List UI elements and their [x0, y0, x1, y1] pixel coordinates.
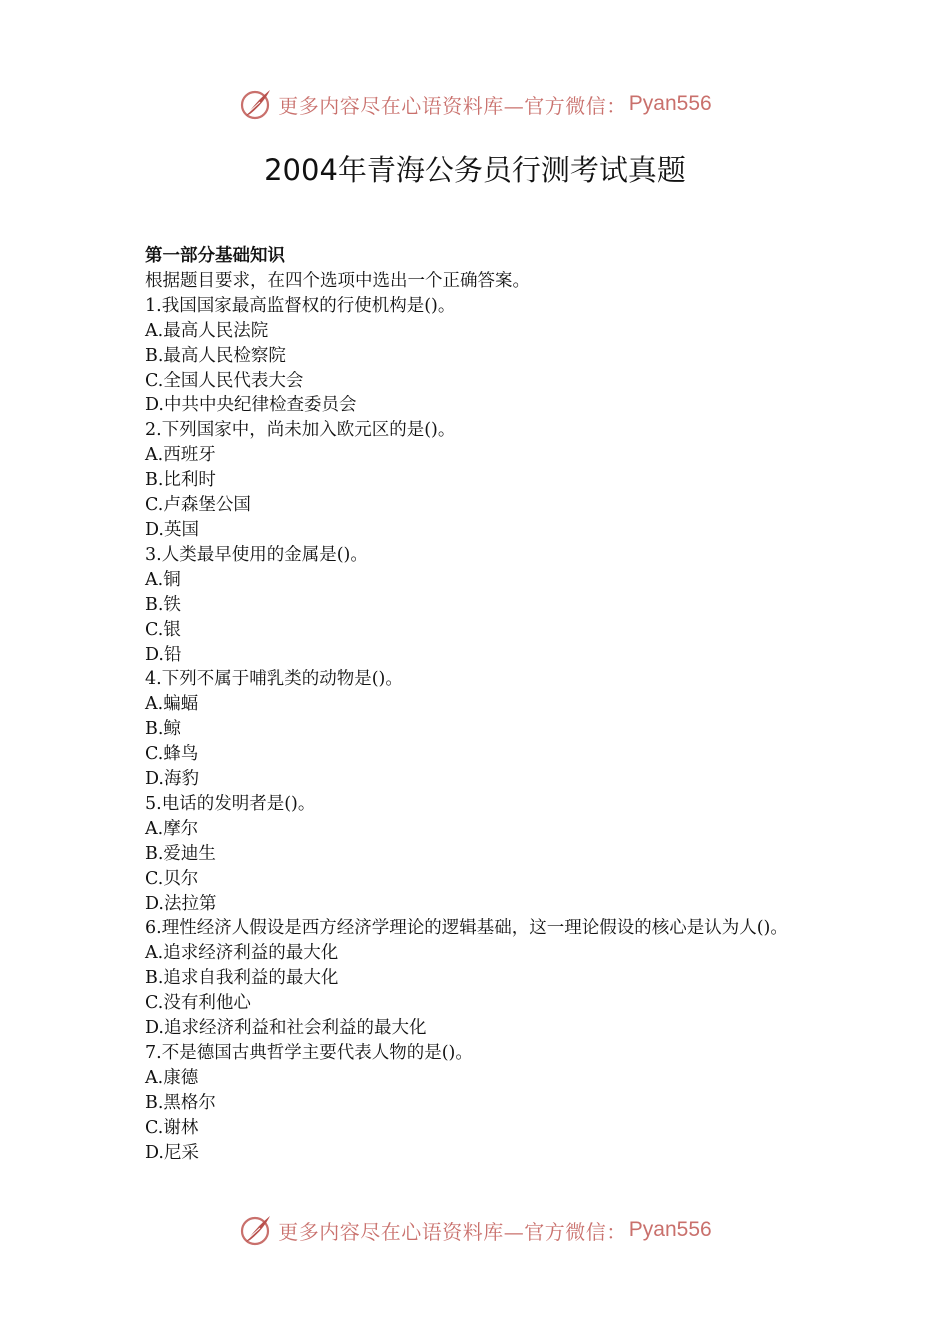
watermark-wechat-id: Pyan556: [628, 1218, 712, 1241]
question-7: [145, 1041, 815, 1166]
option-b: B.比利时: [145, 470, 216, 491]
option-a: A.西班牙: [145, 445, 216, 466]
option-a: A.蝙蝠: [145, 694, 199, 715]
watermark-text: 更多内容尽在心语资料库—官方微信：: [278, 93, 627, 118]
option-c: C.银: [145, 619, 181, 640]
option-b: B.最高人民检察院: [145, 345, 286, 366]
option-a: A.摩尔: [145, 818, 199, 839]
option-a: A.最高人民法院: [145, 320, 269, 341]
question-4: [145, 667, 815, 792]
option-a: A.康德: [145, 1067, 199, 1088]
option-b: B.鲸: [145, 719, 181, 740]
footer-watermark: [0, 1208, 950, 1252]
option-a: A.追求经济利益的最大化: [145, 943, 339, 964]
quill-pen-logo-icon: [238, 1212, 274, 1248]
option-c: C.没有利他心: [145, 993, 251, 1014]
document-body: [145, 244, 815, 1166]
question-stem: 4.下列不属于哺乳类的动物是()。: [145, 669, 403, 690]
section-heading: 第一部分基础知识: [145, 246, 285, 266]
option-d: D.中共中央纪律检查委员会: [145, 395, 357, 416]
option-c: C.贝尔: [145, 868, 199, 889]
quill-pen-logo-icon: [238, 86, 274, 122]
question-stem: 1.我国国家最高监督权的行使机构是()。: [145, 295, 456, 316]
option-b: B.铁: [145, 594, 181, 615]
question-stem: 2.下列国家中，尚未加入欧元区的是()。: [145, 420, 456, 441]
option-d: D.法拉第: [145, 893, 217, 914]
watermark-text: 更多内容尽在心语资料库—官方微信：: [278, 1219, 627, 1244]
option-c: C.谢林: [145, 1117, 199, 1138]
question-stem: 3.人类最早使用的金属是()。: [145, 544, 368, 565]
question-stem: 5.电话的发明者是()。: [145, 793, 316, 814]
option-c: C.卢森堡公国: [145, 495, 251, 516]
option-d: D.铅: [145, 644, 182, 665]
question-stem: 6.理性经济人假设是西方经济学理论的逻辑基础，这一理论假设的核心是认为人()。: [145, 918, 788, 939]
question-6: [145, 916, 815, 1041]
option-b: B.爱迪生: [145, 843, 216, 864]
option-c: C.蜂鸟: [145, 744, 199, 765]
option-d: D.英国: [145, 519, 199, 540]
question-3: [145, 543, 815, 668]
option-d: D.尼采: [145, 1142, 199, 1163]
option-c: C.全国人民代表大会: [145, 370, 304, 391]
question-5: [145, 792, 815, 917]
question-1: [145, 294, 815, 419]
watermark-wechat-id: Pyan556: [628, 92, 712, 115]
option-b: B.追求自我利益的最大化: [145, 968, 339, 989]
question-2: [145, 418, 815, 543]
option-a: A.铜: [145, 569, 181, 590]
question-stem: 7.不是德国古典哲学主要代表人物的是()。: [145, 1043, 473, 1063]
option-b: B.黑格尔: [145, 1092, 216, 1113]
header-watermark: [0, 82, 950, 126]
option-d: D.追求经济利益和社会利益的最大化: [145, 1018, 427, 1039]
instruction-text: 根据题目要求，在四个选项中选出一个正确答案。: [145, 270, 530, 291]
page-title: 2004年青海公务员行测考试真题: [264, 153, 686, 187]
option-d: D.海豹: [145, 769, 199, 790]
